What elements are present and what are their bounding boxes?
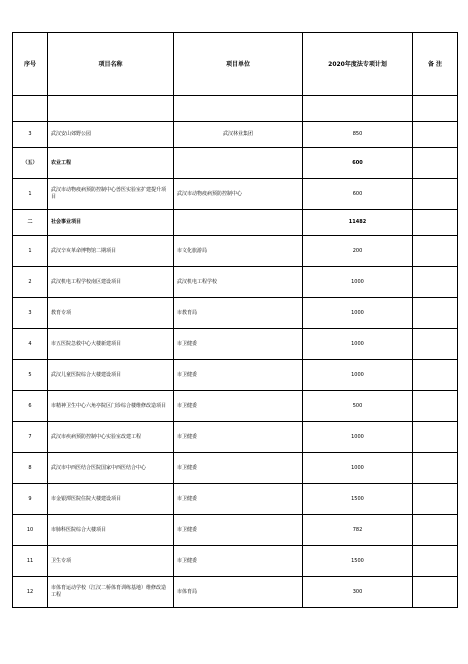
header-project-unit: 项目单位 — [174, 33, 303, 96]
cell-plan-amount: 1000 — [303, 298, 413, 329]
cell-plan-amount: 1000 — [303, 360, 413, 391]
header-plan-amount: 2020年度法专项计划 — [303, 33, 413, 96]
cell-plan-amount: 1500 — [303, 484, 413, 515]
cell-project-unit: 市体育局 — [174, 577, 303, 608]
cell-no: 2 — [13, 267, 48, 298]
table-row — [13, 267, 458, 298]
table-row — [13, 391, 458, 422]
cell-remark — [413, 210, 458, 236]
cell-remark — [413, 298, 458, 329]
cell-no: 1 — [13, 179, 48, 210]
cell-plan-amount: 600 — [303, 148, 413, 179]
cell-project-name: 武汉市动物疫病预防控制中心兽医实验室扩建提升项目 — [48, 179, 174, 210]
table-row — [13, 360, 458, 391]
cell-project-unit: 市卫健委 — [174, 329, 303, 360]
table-row — [13, 236, 458, 267]
cell-no: 8 — [13, 453, 48, 484]
cell-project-unit: 市卫健委 — [174, 484, 303, 515]
cell-no: （五） — [13, 148, 48, 179]
cell-remark — [413, 179, 458, 210]
cell-remark — [413, 122, 458, 148]
table-row — [13, 122, 458, 148]
cell-project-unit — [174, 148, 303, 179]
cell-plan-amount: 850 — [303, 122, 413, 148]
table-row — [13, 515, 458, 546]
cell-project-unit: 武汉林业集团 — [174, 122, 303, 148]
cell-project-name: 市体育运动学校（江汉二桥体育训练基地）维修改造工程 — [48, 577, 174, 608]
cell-project-name: 市金银潭医院住院大楼建设项目 — [48, 484, 174, 515]
cell-project-unit: 市卫健委 — [174, 391, 303, 422]
table-row — [13, 577, 458, 608]
table-row — [13, 453, 458, 484]
cell-project-name: 武汉市中西医结合医院国家中西医结合中心 — [48, 453, 174, 484]
cell-project-name: 社会事业项目 — [48, 210, 174, 236]
cell-project-unit: 市卫健委 — [174, 453, 303, 484]
cell-project-unit: 武汉市动物疫病预防控制中心 — [174, 179, 303, 210]
table-row — [13, 298, 458, 329]
cell-remark — [413, 546, 458, 577]
cell-remark — [413, 360, 458, 391]
cell-no: 3 — [13, 298, 48, 329]
cell-plan-amount: 1000 — [303, 329, 413, 360]
table-row — [13, 484, 458, 515]
cell-no: 4 — [13, 329, 48, 360]
cell-plan-amount: 1000 — [303, 422, 413, 453]
cell-project-unit: 市卫健委 — [174, 360, 303, 391]
cell-no: 6 — [13, 391, 48, 422]
cell-remark — [413, 515, 458, 546]
cell-project-unit: 市卫健委 — [174, 422, 303, 453]
cell-remark — [413, 267, 458, 298]
cell-plan-amount: 1000 — [303, 267, 413, 298]
cell-project-name: 市精神卫生中心六角亭院区门诊综合楼维修改造项目 — [48, 391, 174, 422]
cell-no: 9 — [13, 484, 48, 515]
cell-no: 10 — [13, 515, 48, 546]
header-no: 序号 — [13, 33, 48, 96]
cell-no: 11 — [13, 546, 48, 577]
cell-plan-amount: 1000 — [303, 453, 413, 484]
cell-project-name: 市肺科医院综合大楼项目 — [48, 515, 174, 546]
cell-remark — [413, 577, 458, 608]
cell-plan-amount: 500 — [303, 391, 413, 422]
cell-project-name: 武汉机电工程学校南区建设项目 — [48, 267, 174, 298]
cell-plan-amount: 200 — [303, 236, 413, 267]
cell-project-unit: 武汉机电工程学校 — [174, 267, 303, 298]
table-row — [13, 422, 458, 453]
table-row — [13, 210, 458, 236]
cell-project-unit: 市文化旅游局 — [174, 236, 303, 267]
cell-project-unit: 市卫健委 — [174, 515, 303, 546]
table-row — [13, 148, 458, 179]
cell-remark — [413, 329, 458, 360]
cell-project-name: 武汉儿童医院综合大楼建设项目 — [48, 360, 174, 391]
cell-plan-amount: 600 — [303, 179, 413, 210]
cell-plan-amount: 11482 — [303, 210, 413, 236]
cell-remark — [413, 422, 458, 453]
table-row — [13, 179, 458, 210]
cell-no: 7 — [13, 422, 48, 453]
table-row — [13, 329, 458, 360]
cell-remark — [413, 391, 458, 422]
header-remark: 备 注 — [413, 33, 458, 96]
cell-project-name: 卫生专项 — [48, 546, 174, 577]
table-row — [13, 546, 458, 577]
cell-project-name: 武汉辛亥革命博物馆二期项目 — [48, 236, 174, 267]
cell-remark — [413, 236, 458, 267]
cell-project-name: 武汉安山郊野公园 — [48, 122, 174, 148]
cell-project-unit: 市教育局 — [174, 298, 303, 329]
cell-remark — [413, 484, 458, 515]
cell-no: 3 — [13, 122, 48, 148]
table-header-row — [13, 33, 458, 96]
cell-project-unit: 市卫健委 — [174, 546, 303, 577]
cell-project-name: 农业工程 — [48, 148, 174, 179]
header-project-name: 项目名称 — [48, 33, 174, 96]
cell-project-name: 市五医院急救中心大楼新建项目 — [48, 329, 174, 360]
cell-project-name: 武汉市疾病预防控制中心实验室改建工程 — [48, 422, 174, 453]
cell-remark — [413, 453, 458, 484]
cell-no: 二 — [13, 210, 48, 236]
cell-no: 12 — [13, 577, 48, 608]
cell-no: 1 — [13, 236, 48, 267]
cell-plan-amount: 782 — [303, 515, 413, 546]
spacer-row — [13, 96, 458, 122]
cell-project-unit — [174, 210, 303, 236]
cell-project-name: 教育专项 — [48, 298, 174, 329]
cell-plan-amount: 1500 — [303, 546, 413, 577]
cell-plan-amount: 300 — [303, 577, 413, 608]
project-plan-table — [12, 32, 458, 608]
cell-no: 5 — [13, 360, 48, 391]
cell-remark — [413, 148, 458, 179]
